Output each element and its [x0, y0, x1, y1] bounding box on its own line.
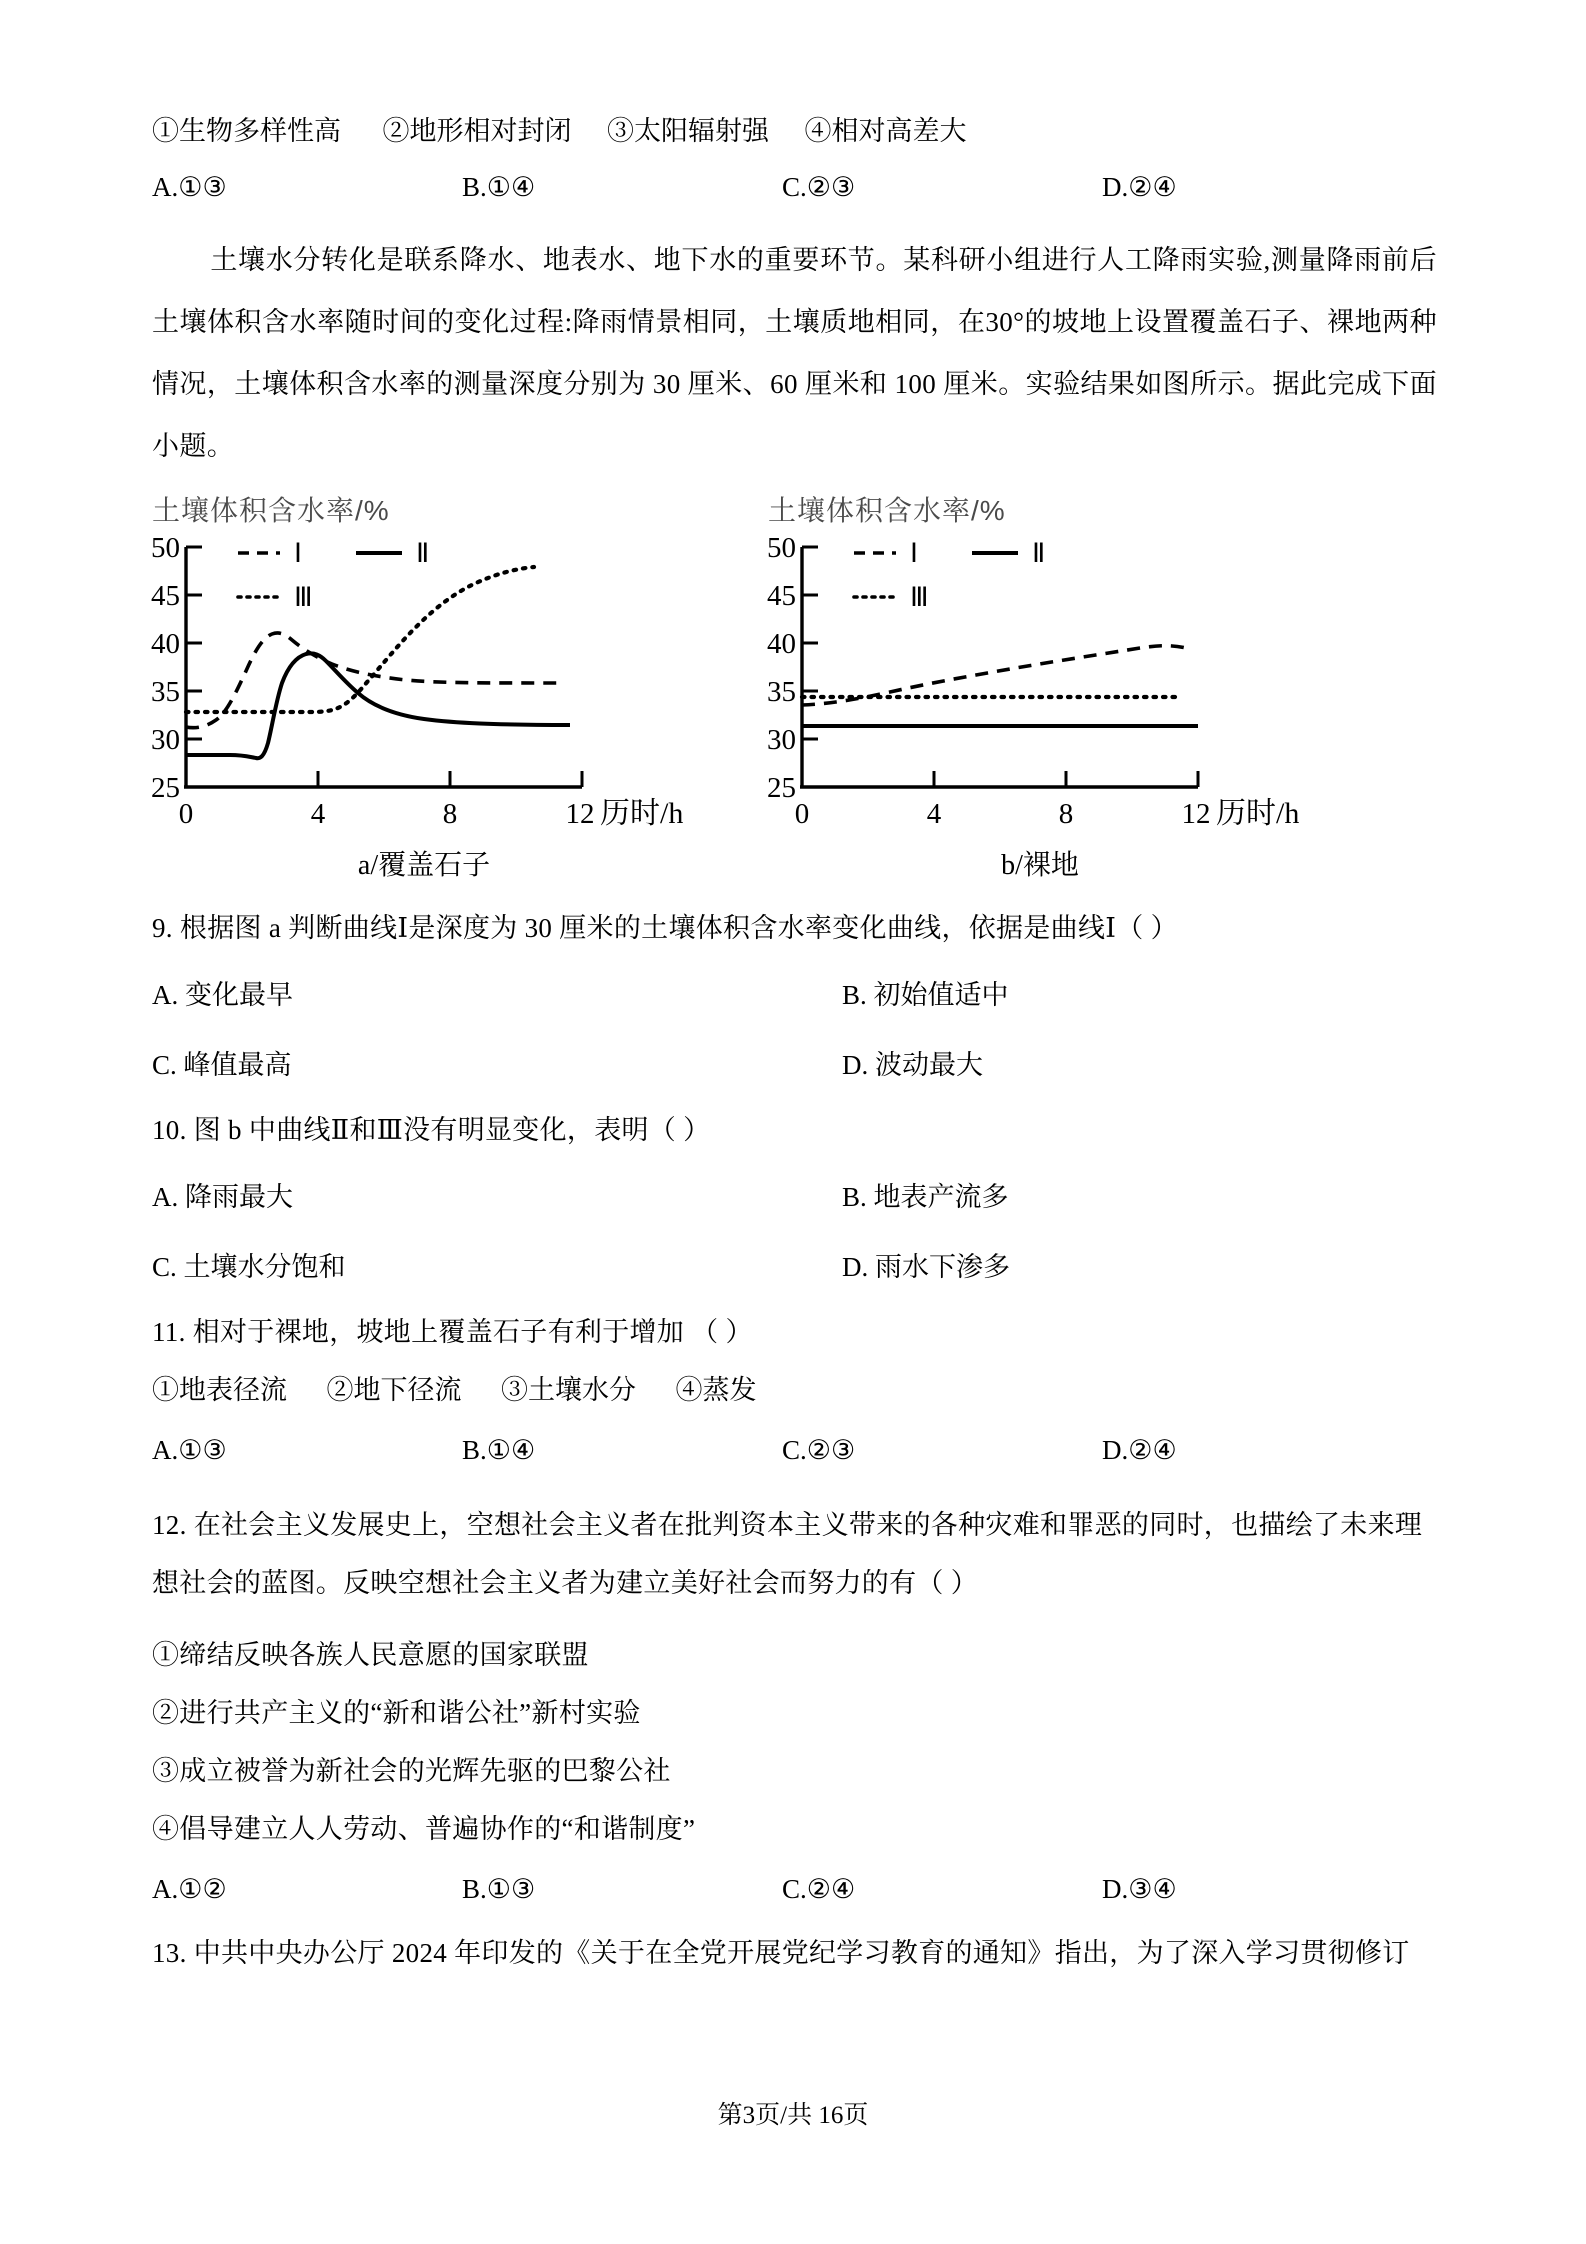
q10-option-a[interactable]: A. 降雨最大	[152, 1182, 293, 1212]
q12-item-2: ②进行共产主义的“新和谐公社”新村实验	[152, 1698, 641, 1728]
figure-a	[134, 489, 704, 883]
q11-option-c[interactable]: C.②③	[782, 1435, 856, 1465]
chart-a	[134, 531, 704, 841]
svg-text:12: 12	[1181, 798, 1211, 830]
svg-text:Ⅲ: Ⅲ	[294, 582, 313, 612]
q10-option-c[interactable]: C. 土壤水分饱和	[152, 1252, 346, 1282]
q8-option-d[interactable]: D.②④	[1102, 172, 1177, 202]
q8-choice-4: ④相对高差大	[804, 116, 967, 146]
chart-b-xlabel: 历时/h	[1216, 797, 1300, 830]
svg-text:50: 50	[767, 532, 796, 564]
chart-b	[750, 531, 1320, 841]
svg-text:25: 25	[767, 772, 796, 804]
svg-text:35: 35	[767, 676, 796, 708]
q12-item-4: ④倡导建立人人劳动、普遍协作的“和谐制度”	[152, 1814, 696, 1844]
svg-text:45: 45	[767, 580, 796, 612]
figure-b-title: 土壤体积含水率/%	[768, 495, 1006, 526]
chart-b-legend	[854, 538, 1045, 612]
q8-choice-1: ①生物多样性高	[152, 116, 341, 146]
q11-choice-4: ④蒸发	[675, 1375, 757, 1405]
q12-item-1: ①缔结反映各族人民意愿的国家联盟	[152, 1640, 589, 1670]
svg-text:35: 35	[151, 676, 180, 708]
svg-text:Ⅲ: Ⅲ	[910, 582, 929, 612]
svg-text:Ⅰ: Ⅰ	[294, 538, 302, 568]
q11-choice-3: ③土壤水分	[501, 1375, 636, 1405]
q8-option-a[interactable]: A.①③	[152, 172, 227, 202]
q12-option-a[interactable]: A.①②	[152, 1874, 227, 1904]
q9-option-d[interactable]: D. 波动最大	[842, 1050, 983, 1080]
q13-stem: 13. 中共中央办公厅 2024 年印发的《关于在全党开展党纪学习教育的通知》指出，为了深入学习贯彻修订	[152, 1938, 1410, 1968]
svg-text:12: 12	[565, 798, 595, 830]
q10-option-d[interactable]: D. 雨水下渗多	[842, 1252, 1010, 1282]
q12-stem: 12. 在社会主义发展史上，空想社会主义者在批判资本主义带来的各种灾难和罪恶的同时，也描绘了未来理想社会的蓝图。反映空想社会主义者为建立美好社会而努力的有（ ）	[152, 1510, 1423, 1598]
chart-b-xtick-labels	[795, 798, 1211, 830]
q8-options-row	[152, 172, 1440, 203]
q9-option-a[interactable]: A. 变化最早	[152, 980, 293, 1010]
q8-choice-3: ③太阳辐射强	[607, 116, 769, 146]
q12-option-d[interactable]: D.③④	[1102, 1874, 1177, 1904]
chart-b-ytick-labels	[767, 532, 796, 804]
q11-choice-2: ②地下径流	[326, 1375, 462, 1405]
svg-text:25: 25	[151, 772, 180, 804]
q9-option-b[interactable]: B. 初始值适中	[842, 980, 1009, 1010]
q12-item-3: ③成立被誉为新社会的光辉先驱的巴黎公社	[152, 1756, 671, 1786]
svg-text:50: 50	[151, 532, 180, 564]
q11-options-row	[152, 1435, 1440, 1466]
q10-options-row-2	[152, 1245, 1440, 1284]
page-content	[152, 118, 1440, 1967]
svg-text:8: 8	[442, 798, 458, 830]
chart-a-legend	[238, 538, 429, 612]
figure-b-caption: b/裸地	[1001, 850, 1079, 881]
figure-a-caption: a/覆盖石子	[357, 850, 491, 881]
q8-option-c[interactable]: C.②③	[782, 172, 856, 202]
figure-b	[750, 489, 1320, 883]
svg-text:4: 4	[926, 798, 942, 830]
q11-stem: 11. 相对于裸地，坡地上覆盖石子有利于增加 （ ）	[152, 1317, 753, 1347]
svg-text:Ⅰ: Ⅰ	[910, 538, 918, 568]
svg-text:30: 30	[151, 724, 180, 756]
figure-group	[134, 489, 1440, 883]
q12-option-b[interactable]: B.①③	[462, 1874, 536, 1904]
svg-text:0: 0	[178, 798, 194, 830]
svg-text:40: 40	[767, 628, 796, 660]
svg-text:4: 4	[310, 798, 326, 830]
svg-text:Ⅱ: Ⅱ	[1032, 538, 1046, 568]
q12-options-row	[152, 1874, 1440, 1905]
q11-choice-1: ①地表径流	[152, 1375, 287, 1405]
q11-option-d[interactable]: D.②④	[1102, 1435, 1177, 1465]
q10-option-b[interactable]: B. 地表产流多	[842, 1182, 1009, 1212]
chart-a-xlabel: 历时/h	[600, 797, 684, 830]
chart-b-axes	[800, 547, 1198, 787]
svg-text:30: 30	[767, 724, 796, 756]
q11-inline-choices	[152, 1377, 1440, 1404]
q9-option-c[interactable]: C. 峰值最高	[152, 1050, 292, 1080]
passage-text: 土壤水分转化是联系降水、地表水、地下水的重要环节。某科研小组进行人工降雨实验,测量降雨前后土壤体积含水率随时间的变化过程:降雨情景相同，土壤质地相同，在30°的坡地上设置覆盖石子、裸地两种情况，土壤体积含水率的测量深度分别为 30 厘米、60 厘米和 100 厘米。实验结果如图所示。据此完成下面小题。	[152, 245, 1437, 461]
q9-options-row-2	[152, 1043, 1440, 1082]
page-footer: 第3页/共 16页	[717, 2102, 869, 2129]
chart-a-axes	[184, 547, 582, 787]
q9-options-row-1	[152, 973, 1440, 1012]
q11-option-a[interactable]: A.①③	[152, 1435, 227, 1465]
chart-a-xtick-labels	[179, 798, 595, 830]
q8-inline-choices	[152, 118, 1440, 145]
q11-option-b[interactable]: B.①④	[462, 1435, 536, 1465]
q8-choice-2: ②地形相对封闭	[382, 116, 572, 146]
q12-option-c[interactable]: C.②④	[782, 1874, 856, 1904]
q10-stem: 10. 图 b 中曲线Ⅱ和Ⅲ没有明显变化，表明（ ）	[152, 1115, 711, 1145]
svg-text:8: 8	[1058, 798, 1074, 830]
svg-text:40: 40	[151, 628, 180, 660]
q8-option-b[interactable]: B.①④	[462, 172, 536, 202]
svg-text:45: 45	[151, 580, 180, 612]
svg-text:Ⅱ: Ⅱ	[416, 538, 430, 568]
q10-options-row-1	[152, 1175, 1440, 1214]
q9-stem: 9. 根据图 a 判断曲线Ⅰ是深度为 30 厘米的土壤体积含水率变化曲线，依据是曲线Ⅰ（ ）	[152, 913, 1178, 943]
chart-a-ytick-labels	[151, 532, 180, 804]
figure-a-title: 土壤体积含水率/%	[152, 495, 390, 526]
svg-text:0: 0	[794, 798, 810, 830]
passage-paragraph	[152, 229, 1437, 477]
